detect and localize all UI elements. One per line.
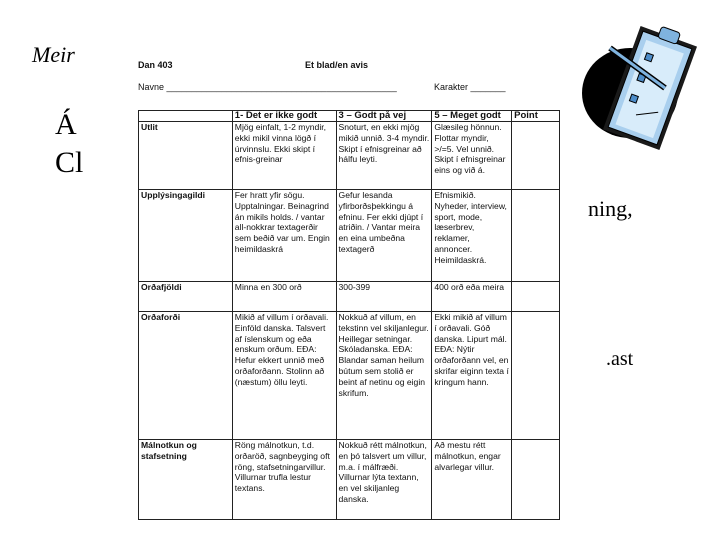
slide-text-fragment: Cl [55, 146, 84, 179]
point-cell[interactable] [512, 282, 560, 312]
table-header-row [139, 111, 560, 122]
criterion-cell: Orðafjöldi [139, 282, 233, 312]
table-cell: 400 orð eða meira [432, 282, 512, 312]
point-cell[interactable] [512, 122, 560, 190]
table-cell: Ekki mikið af villum í orðavali. Góð danska. Lipurt mál. EÐA: Nýtir orðaforðann vel, en skrifar eiginn texta í kringum hann. [432, 312, 512, 440]
table-row [139, 190, 560, 282]
point-cell[interactable] [512, 440, 560, 520]
grade-label: Karakter _______ [434, 82, 506, 92]
table-cell: Efnismikið. Nyheder, interview, sport, mode, læserbrev, reklamer, annoncer. Heimildaskrá. [432, 190, 512, 282]
table-cell: Nokkuð rétt málnotkun, en þó talsvert um villur, m.a. í málfræði. Villurnar lýta textann, en vel skiljanleg danska. [336, 440, 432, 520]
table-row [139, 440, 560, 520]
criterion-cell: Málnotkun og stafsetning [139, 440, 233, 520]
column-header [139, 111, 233, 122]
table-cell: Mikið af villum í orðavali. Einföld danska. Talsvert af íslenskum og eða enskum orðum. EÐA: Hefur ekkert unnið með orðaforðann. Stolinn að (næstum) öllu leyti. [232, 312, 336, 440]
table-row [139, 122, 560, 190]
table-cell: Snoturt, en ekki mjög mikið unnið. 3-4 myndir. Skipt í efnisgreinar að hálfu leyti. [336, 122, 432, 190]
slide-text-fragment: ning, [588, 196, 633, 221]
table-cell: Fer hratt yfir sögu. Upptalningar. Beinagrind án mikils holds. / vantar all-nokkrar textagerðir sem beðið var um. Engin heimildaskrá [232, 190, 336, 282]
table-row [139, 312, 560, 440]
table-cell: Að mestu rétt málnotkun, engar alvarlegar villur. [432, 440, 512, 520]
clipboard-checklist-icon [580, 18, 700, 158]
table-cell: Mjög einfalt, 1-2 myndir, ekki mikil vinna lögð í úrvinnslu. Ekki skipt í efnis-greinar [232, 122, 336, 190]
table-row [139, 282, 560, 312]
column-header: 1- Det er ikke godt [232, 111, 336, 122]
table-cell: 300-399 [336, 282, 432, 312]
point-cell[interactable] [512, 190, 560, 282]
column-header: Point [512, 111, 560, 122]
table-cell: Minna en 300 orð [232, 282, 336, 312]
assignment-title: Et blad/en avis [305, 60, 369, 70]
criterion-cell: Orðaforði [139, 312, 233, 440]
criterion-cell: Utlit [139, 122, 233, 190]
point-cell[interactable] [512, 312, 560, 440]
criterion-cell: Upplýsingagildi [139, 190, 233, 282]
slide-text-fragment: .ast [606, 348, 634, 370]
table-cell: Röng málnotkun, t.d. orðaröð, sagnbeyging oft röng, stafsetningarvillur. Villurnar trufla lestur textans. [232, 440, 336, 520]
column-header: 5 – Meget godt [432, 111, 512, 122]
rubric-sheet [112, 40, 564, 532]
slide-text-fragment: Á [55, 108, 77, 141]
table-cell: Gefur lesanda yfirborðsþekkingu á efninu. Fer ekki djúpt í atriðin. / Vantar meira en eina umbeðna textagerð [336, 190, 432, 282]
rubric-table [138, 110, 560, 520]
course-code: Dan 403 [138, 60, 173, 70]
name-label: Navne ______________________________________________ [138, 82, 397, 92]
table-cell: Glæsileg hönnun. Flottar myndir, >/=5. Vel unnið. Skipt í efnisgreinar eins og við á. [432, 122, 512, 190]
slide-title-fragment: Meir [32, 42, 75, 67]
table-cell: Nokkuð af villum, en tekstinn vel skiljanlegur. Heillegar setningar. Skóladanska. EÐA: Blandar saman heilum bútum sem stolið er beint af netinu og eigin skrifum. [336, 312, 432, 440]
column-header: 3 – Godt på vej [336, 111, 432, 122]
